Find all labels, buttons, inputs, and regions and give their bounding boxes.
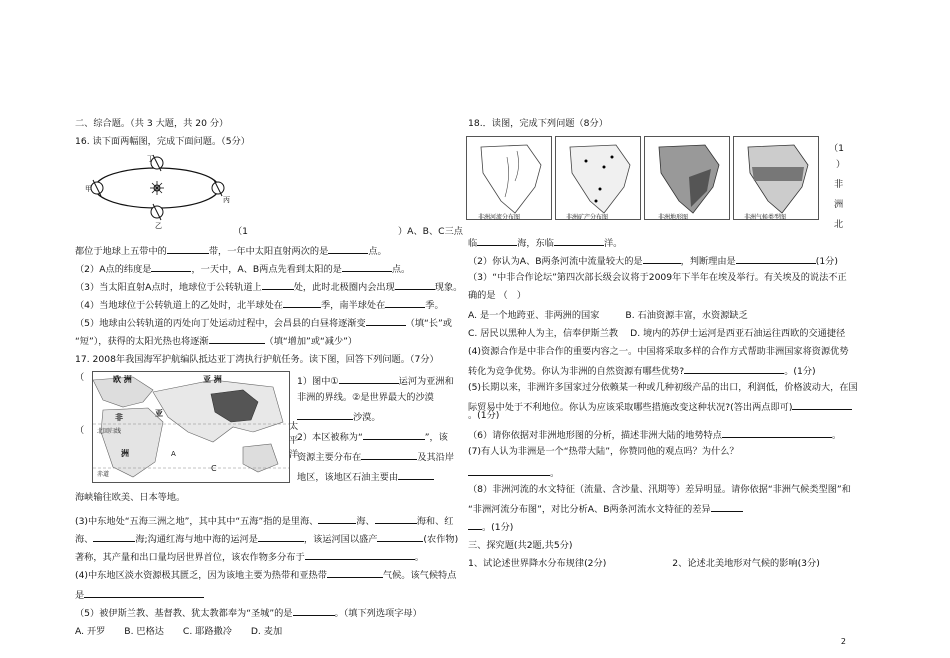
map-europe: 欧 洲 bbox=[113, 375, 132, 384]
blank[interactable] bbox=[293, 606, 335, 616]
q17-r3b: 沙漠。 bbox=[353, 412, 381, 423]
option-d: D. 麦加 bbox=[250, 626, 283, 637]
map-a: A bbox=[171, 450, 176, 458]
blank[interactable] bbox=[93, 532, 135, 542]
q17-t5a: (4)中东地区淡水资源极其匮乏，因为该地主要为热带和亚热带 bbox=[75, 570, 327, 581]
blank[interactable] bbox=[684, 364, 784, 374]
blank[interactable] bbox=[554, 236, 604, 246]
q17-r5a: 资源主要分布在 bbox=[297, 452, 362, 463]
q16-l1b: ）A、B、C三点 bbox=[398, 226, 463, 237]
q16-l6b: （填“增加”或“减少”） bbox=[264, 336, 358, 347]
option-c: C. 耶路撒冷 bbox=[182, 626, 232, 637]
blank[interactable] bbox=[398, 470, 434, 480]
blank[interactable] bbox=[328, 244, 368, 254]
q17-t7a: （5）被伊斯兰教、基督教、犹太教都奉为“圣城”的是 bbox=[75, 608, 293, 619]
blank[interactable] bbox=[395, 280, 435, 290]
map-tropic: 北回归线 bbox=[97, 428, 122, 435]
q17-t5b: 气候。该气候特点 bbox=[382, 570, 457, 581]
q16-l3a: （3）当太阳直射A点时，地球位于公转轨道上 bbox=[75, 282, 262, 293]
q16-stem: 16. 读下面两幅图，完成下面问题。（5分） bbox=[75, 136, 250, 147]
side-5: 北 bbox=[834, 219, 844, 230]
blank[interactable] bbox=[297, 410, 353, 420]
blank[interactable] bbox=[792, 400, 852, 410]
q18-s2c: (1分) bbox=[815, 256, 838, 267]
map-c: C bbox=[211, 464, 217, 473]
q18-s2b: ，判断理由是 bbox=[680, 256, 736, 267]
q17-r5b: 及其沿岸 bbox=[417, 452, 455, 463]
q16-l3b: 处，此时北极圈内会出现 bbox=[293, 282, 395, 293]
q18-s8b: “非洲河流分布图”，对比分析A、B两条河流水文特征的差异 bbox=[468, 504, 711, 515]
q17-r6a: 地区，该地区石油主要由 bbox=[297, 472, 399, 483]
q17-paren-open: （ bbox=[75, 372, 85, 383]
probe-1: 1、试论述世界降水分布规律(2分) bbox=[468, 558, 607, 569]
africa-terrain-map bbox=[644, 136, 730, 220]
q17-stem: 17. 2008年我国海军护航编队抵达亚丁湾执行护航任务。读下图，回答下列问题。（7分） bbox=[75, 354, 439, 365]
q18-s5c: 。(1分) bbox=[468, 410, 500, 421]
middle-east-map bbox=[92, 371, 290, 483]
q16-l1e: 点。 bbox=[368, 246, 387, 257]
blank[interactable] bbox=[375, 514, 417, 524]
map-pacific2: 平 bbox=[289, 435, 299, 446]
q18-s2a: （2）你认为A、B两条河流中流量较大的是 bbox=[468, 256, 643, 267]
label-yi: 乙 bbox=[155, 222, 162, 230]
q18-s6a: （6）请你依据对非洲地形图的分析，描述非洲大陆的地势特点 bbox=[468, 430, 722, 441]
q18-s1b: 海，东临 bbox=[517, 238, 554, 249]
blank[interactable] bbox=[339, 374, 399, 384]
q16-l4b: 季，南半球处在 bbox=[320, 300, 386, 311]
q17-r2a: 非洲的界线。②是世界最大的沙漠 bbox=[297, 392, 434, 403]
earth-position-yi bbox=[151, 204, 163, 220]
q18-s3b: 确的是 （ ） bbox=[468, 290, 527, 301]
q16-l4a: （4）当地球位于公转轨道上的乙处时，北半球处在 bbox=[75, 300, 283, 311]
q18-s1c: 洋。 bbox=[603, 238, 623, 249]
side-2: ） bbox=[836, 159, 846, 170]
q18-s1a: 临 bbox=[468, 238, 478, 249]
blank[interactable] bbox=[151, 262, 191, 272]
blank[interactable] bbox=[305, 550, 415, 560]
q17-t3a: 海、 bbox=[75, 534, 94, 545]
map-westasia: 亚 bbox=[155, 409, 163, 418]
side-1: （1 bbox=[829, 143, 845, 154]
africa-river-map bbox=[466, 136, 552, 220]
q17-t2b: 海、 bbox=[356, 516, 375, 527]
q16-l4c: 季。 bbox=[425, 300, 444, 311]
probe-2: 2、论述北美地形对气候的影响(3分) bbox=[672, 558, 820, 569]
q18-opt-a: A. 是一个地跨亚、非两洲的国家 bbox=[468, 310, 600, 321]
q18-opt-cd: C. 居民以黑种人为主，信奉伊斯兰教 D. 境内的苏伊士运河是西亚石油运往西欧的交通捷径 bbox=[468, 328, 846, 339]
q18-s6b: 。 bbox=[831, 430, 842, 441]
q18-s5b: 际贸易中处于不利地位。你认为应该采取哪些措施改变这种状况?(答出两点即可) bbox=[468, 402, 793, 413]
q16-l2b: ，一天中，A、B两点先看到太阳的是 bbox=[191, 264, 342, 275]
caption-river: 非洲河流分布图 bbox=[478, 214, 521, 221]
q17-t7b: 。（填下列选项字母） bbox=[334, 608, 422, 619]
map-africa2: 洲 bbox=[121, 449, 129, 458]
map-pacific3: 洋 bbox=[289, 449, 299, 460]
q16-l3c: 现象。 bbox=[434, 282, 463, 293]
caption-climate: 非洲气候类型图 bbox=[744, 214, 787, 221]
blank[interactable] bbox=[711, 502, 743, 512]
blank[interactable] bbox=[468, 466, 550, 476]
blank[interactable] bbox=[327, 568, 383, 578]
page-number: 2 bbox=[840, 637, 846, 646]
q17-r4b: ”，该 bbox=[424, 432, 448, 443]
caption-terrain: 非洲地形图 bbox=[658, 214, 689, 221]
q18-s4b: 转化为竞争优势。你认为非洲的自然资源有哪些优势? bbox=[468, 366, 685, 377]
q16-l2c: 点。 bbox=[391, 264, 411, 275]
blank[interactable] bbox=[363, 430, 425, 440]
blank[interactable] bbox=[385, 298, 425, 308]
earth-position-jia bbox=[91, 180, 103, 196]
blank[interactable] bbox=[736, 254, 816, 264]
q18-s5: (5)长期以来，非洲许多国家过分依赖某一种或几种初级产品的出口，利润低，价格波动大，在国 bbox=[468, 382, 858, 393]
section-title-3: 三、探究题(共2题,共5分) bbox=[468, 540, 573, 551]
map-africa: 非 bbox=[115, 413, 123, 422]
q16-l1d: 带，一年中太阳直射两次的是 bbox=[208, 246, 329, 257]
map-equator: 赤道 bbox=[97, 471, 110, 478]
q17-t2a: (3)中东地处“五海三洲之地”，其中其中“五海”指的是里海、 bbox=[75, 516, 319, 527]
q16-l6a: “短”），获得的太阳光热也将逐渐 bbox=[75, 336, 209, 347]
q17-t3d: (农作物) bbox=[423, 534, 459, 545]
q17-t4b: 。 bbox=[414, 552, 424, 563]
q18-s7a: (7)有人认为非洲是一个“热带大陆”，你赞同他的观点吗？为什么？ bbox=[468, 446, 739, 457]
q17-t4a: 著称，其产量和出口量均居世界首位，该农作物多分布于 bbox=[75, 552, 305, 563]
q17-r1a: 1）图中① bbox=[297, 376, 339, 387]
q18-s8: （8）非洲河流的水文特征（流量、含沙量、汛期等）差异明显。请你依据“非洲气候类型图”和 bbox=[468, 484, 851, 495]
africa-climate-map bbox=[733, 136, 819, 220]
blank[interactable] bbox=[258, 532, 304, 542]
q18-s8c: 。(1分) bbox=[482, 522, 514, 533]
q16-l5a: （5）地球由公转轨道的丙处向丁处运动过程中，会昌县的白昼将逐渐变 bbox=[75, 318, 366, 329]
q18-s3: （3）“中非合作论坛”第四次部长级会议将于2009年下半年在埃及举行。有关埃及的说法不正 bbox=[468, 272, 847, 283]
blank[interactable] bbox=[361, 450, 417, 460]
q16-l2a: （2）A点的纬度是 bbox=[75, 264, 152, 275]
blank[interactable] bbox=[342, 262, 392, 272]
q18-s4: (4)资源合作是中非合作的重要内容之一。中国将采取多样的合作方式帮助非洲国家将资源优势 bbox=[468, 346, 849, 357]
map-asia: 亚 洲 bbox=[203, 375, 222, 384]
q17-t1: 海峡输往欧美、日本等地。 bbox=[75, 492, 186, 503]
q18-s4c: 。(1分) bbox=[784, 366, 816, 377]
blank[interactable] bbox=[643, 254, 681, 264]
label-bing: 丙 bbox=[223, 196, 230, 204]
blank[interactable] bbox=[366, 316, 406, 326]
q17-t2c: 海和、红 bbox=[416, 516, 454, 527]
caption-mineral: 非洲矿产分布图 bbox=[566, 214, 609, 221]
blank[interactable] bbox=[262, 280, 294, 290]
q17-t3b: 海;沟通红海与地中海的运河是 bbox=[135, 534, 258, 545]
q17-r4a: 2）本区被称为“ bbox=[297, 432, 363, 443]
blank[interactable] bbox=[318, 514, 356, 524]
blank[interactable] bbox=[477, 236, 517, 246]
label-jia: 甲 bbox=[85, 185, 92, 193]
blank[interactable] bbox=[722, 428, 832, 438]
blank[interactable] bbox=[167, 244, 209, 254]
side-3: 非 bbox=[834, 179, 844, 190]
section-title-2: 二、综合题。（共 3 大题，共 20 分） bbox=[75, 118, 229, 129]
africa-mineral-map bbox=[555, 136, 641, 220]
blank[interactable] bbox=[377, 532, 423, 542]
q16-l1c: 都位于地球上五带中的 bbox=[75, 246, 167, 257]
blank[interactable] bbox=[84, 588, 204, 598]
q18-stem: 18.．读图，完成下列问题（8分） bbox=[468, 118, 608, 129]
earth-orbit-diagram bbox=[85, 150, 230, 230]
q17-r1b: 运河为亚洲和 bbox=[398, 376, 454, 387]
q18-opt-b: B. 石油资源丰富，水资源缺乏 bbox=[625, 310, 748, 321]
option-a: A. 开罗 bbox=[75, 626, 106, 637]
q16-l1a: （1 bbox=[233, 226, 249, 237]
blank[interactable] bbox=[283, 298, 321, 308]
q18-s7b: 。 bbox=[550, 468, 560, 479]
blank[interactable] bbox=[209, 334, 265, 344]
option-b: B. 巴格达 bbox=[124, 626, 164, 637]
q17-t3c: ，该运河国以盛产 bbox=[303, 534, 378, 545]
side-4: 洲 bbox=[834, 199, 844, 210]
map-pacific1: 太 bbox=[289, 421, 299, 432]
q17-t6a: 是 bbox=[75, 590, 85, 601]
sun-icon bbox=[150, 181, 164, 195]
earth-position-bing bbox=[212, 180, 224, 196]
blank[interactable] bbox=[468, 520, 482, 530]
q17-paren-close: （ bbox=[75, 425, 85, 436]
q16-l5b: （填“长”或 bbox=[405, 318, 452, 329]
label-ding: 丁 bbox=[147, 155, 154, 163]
